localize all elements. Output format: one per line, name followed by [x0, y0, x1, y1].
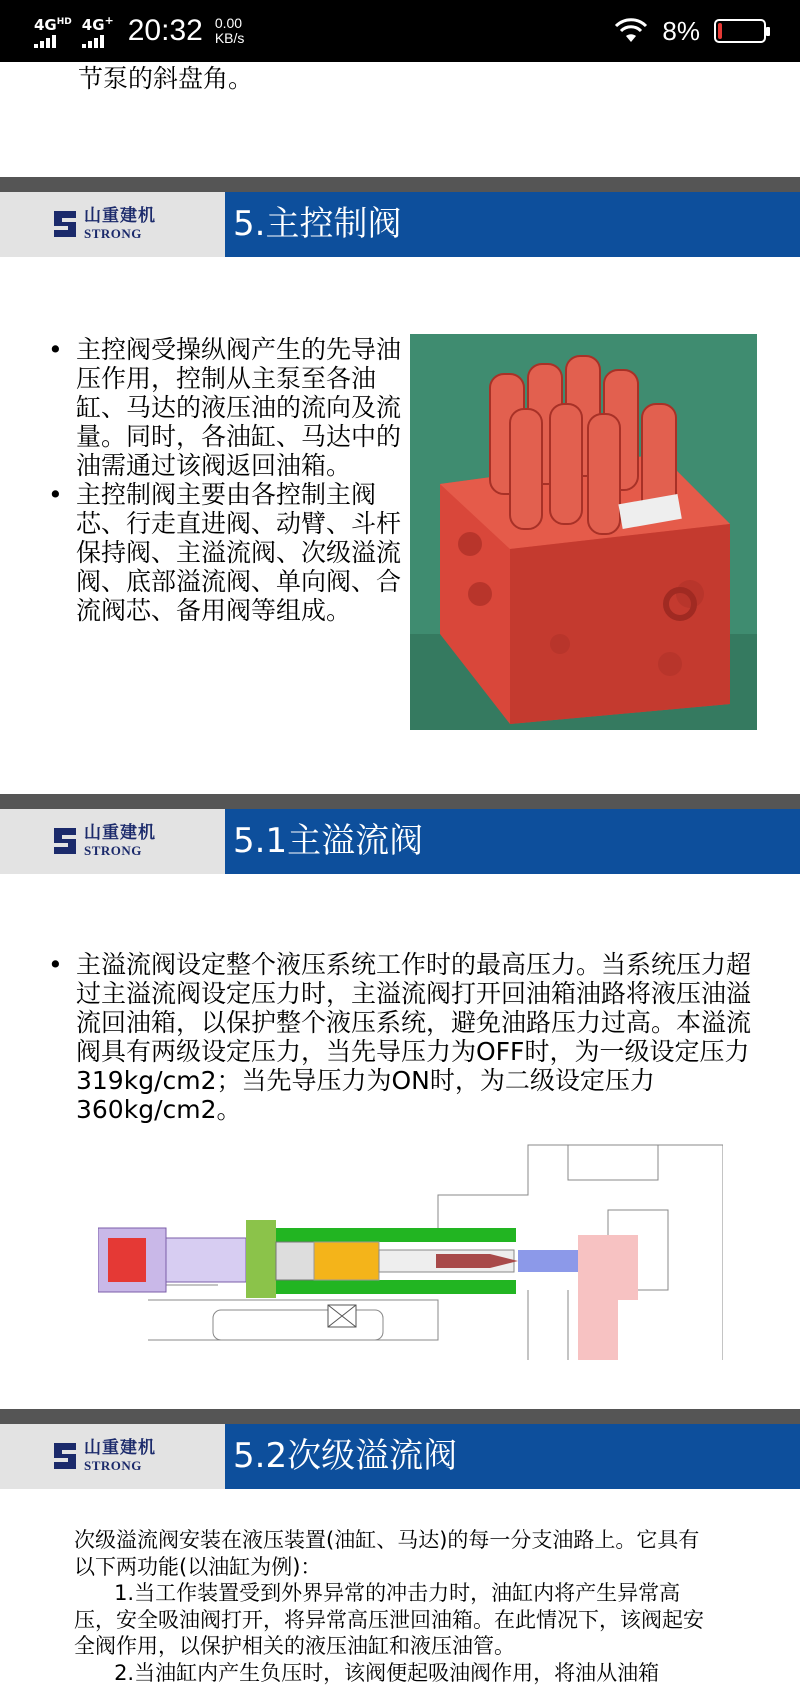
battery-icon: [714, 19, 766, 43]
slide-title: 5.1主溢流阀: [233, 821, 424, 861]
clock: 20:32: [127, 14, 203, 47]
bullet-list-main-control-valve: [48, 335, 408, 625]
battery-percentage: 8%: [662, 15, 700, 46]
slide-header-main-relief-valve: [0, 794, 800, 874]
strong-logo: 山重建机 STRONG: [52, 208, 156, 240]
list-item: • 主控阀受操纵阀产生的先导油压作用，控制从主泵至各油缸、马达的液压油的流向及流量。同时，各油缸、马达中的油需通过该阀返回油箱。: [48, 335, 408, 480]
wifi-icon: [614, 18, 648, 44]
network-speed: 0.00 KB/s: [214, 15, 245, 46]
slide-title: 5.主控制阀: [233, 204, 402, 244]
slide-header-main-control-valve: [0, 177, 800, 257]
strong-logo-icon: [52, 208, 78, 240]
previous-slide-text: 节泵的斜盘角。: [78, 64, 254, 93]
strong-logo-icon: [52, 1440, 78, 1472]
slide-header-secondary-relief-valve: [0, 1409, 800, 1489]
logo-area: [0, 809, 225, 874]
logo-area: [0, 1424, 225, 1489]
list-item: • 主控制阀主要由各控制主阀芯、行走直进阀、动臂、斗杆保持阀、主溢流阀、次级溢流阀、底部溢流阀、单向阀、合流阀芯、备用阀等组成。: [48, 480, 408, 625]
main-relief-valve-diagram: [98, 1140, 723, 1360]
bullet-list-main-relief-valve: [48, 950, 753, 1124]
list-item: • 主溢流阀设定整个液压系统工作时的最高压力。当系统压力超过主溢流阀设定压力时，主溢流阀打开回油箱油路将液压油溢流回油箱，以保护整个液压系统，避免油路压力过高。本溢流阀具有两级设定压力，当先导压力为OFF时，为一级设定压力319kg/cm2；当先导压力为ON时，为二级设定压力360kg/cm2。: [48, 950, 753, 1124]
secondary-relief-valve-paragraph: 次级溢流阀安装在液压装置(油缸、马达)的每一分支油路上。它具有以下两功能(以油缸为例)： 1.当工作装置受到外界异常的冲击力时，油缸内将产生异常高压，安全吸油阀打开，将异常高压泄回油箱。在此情况下，该阀起安全阀作用，以保护相关的液压油缸和液压油管。 2.当油缸内产生负压时，该阀便起吸油阀作用，将油从油箱: [74, 1528, 704, 1685]
signal-icon: $4G^{HD}$: [34, 15, 72, 48]
logo-area: [0, 192, 225, 257]
strong-logo: 山重建机 STRONG: [52, 825, 156, 857]
strong-logo-icon: [52, 825, 78, 857]
strong-logo: 山重建机 STRONG: [52, 1440, 156, 1472]
status-bar: [0, 0, 800, 62]
slide-title: 5.2次级溢流阀: [233, 1436, 458, 1476]
main-control-valve-photo: [410, 334, 757, 730]
signal-icon-secondary: 4G+: [82, 14, 114, 48]
